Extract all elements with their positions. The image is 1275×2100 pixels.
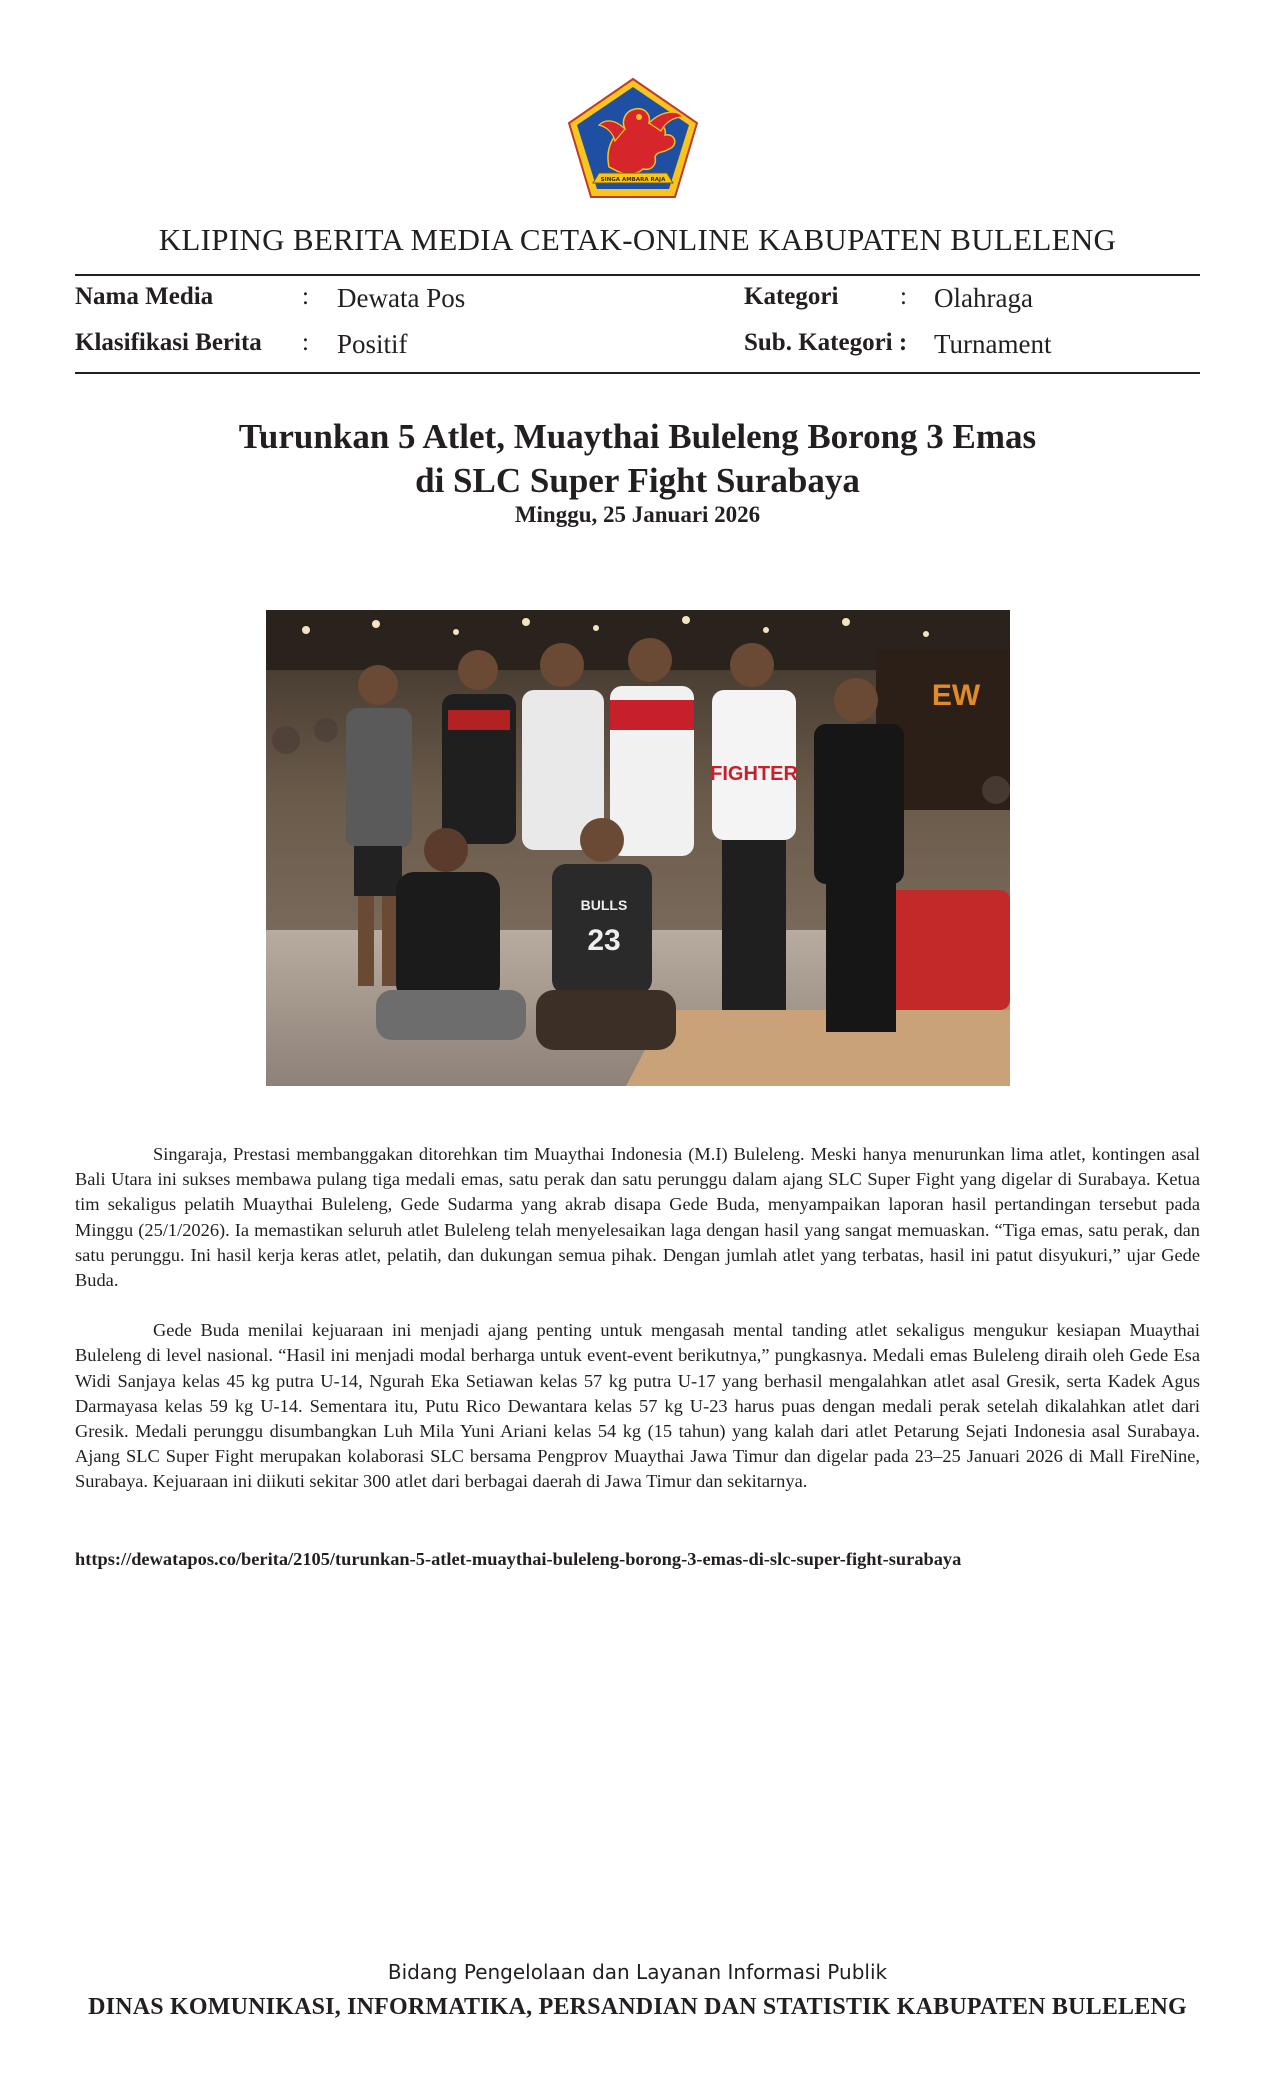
media-label: Nama Media [75,283,214,310]
kategori-value: Olahraga [934,283,1033,313]
kategori-colon: : [900,283,907,310]
kategori-label: Kategori [744,283,839,310]
article-title-line-1: Turunkan 5 Atlet, Muaythai Buleleng Borong 3 Emas [238,417,1037,456]
header-divider-top [75,274,1200,276]
subkategori-label: Sub. Kategori : [744,329,908,356]
article-title-line-2: di SLC Super Fight Surabaya [415,461,860,500]
background-sign: EW [931,679,981,712]
subkategori-value: Turnament [934,329,1052,359]
article-source-link[interactable]: https://dewatapos.co/berita/2105/turunkan-5-atlet-muaythai-buleleng-borong-3-emas-di-slc-super-fight-surabaya [75,1549,962,1569]
fighter-shirt-text: FIGHTER [710,763,798,785]
header-divider-bottom [75,372,1200,374]
jersey-team-text: BULLS [580,897,628,913]
footer-agency: DINAS KOMUNIKASI, INFORMATIKA, PERSANDIAN DAN STATISTIK KABUPATEN BULELENG [88,1994,1187,2020]
regency-logo [565,75,701,201]
article-title [75,415,1200,503]
jersey-number-text: 23 [587,924,621,957]
klasifikasi-label: Klasifikasi Berita [75,329,262,356]
team-group-photo [266,610,1010,1086]
media-colon: : [302,283,309,310]
page-title: KLIPING BERITA MEDIA CETAK-ONLINE KABUPATEN BULELENG [158,222,1117,257]
article-paragraph-2: Gede Buda menilai kejuaraan ini menjadi ajang penting untuk mengasah mental tanding atlet sekaligus mengukur kesiapan Muaythai Buleleng di level nasional. “Hasil ini menjadi modal berharga untuk event-event berikutnya,” pungkasnya. Medali emas Buleleng diraih oleh Gede Esa Widi Sanjaya kelas 45 kg putra U-14, Ngurah Eka Setiawan kelas 57 kg putra U-17 yang berhasil mengalahkan atlet asal Gresik, serta Kadek Agus Darmayasa kelas 59 kg U-14. Sementara itu, Putu Rico Dewantara kelas 57 kg U-23 harus puas dengan medali perak setelah dikalahkan atlet dari Gresik. Medali perunggu disumbangkan Luh Mila Yuni Ariani kelas 54 kg (15 tahun) yang kalah dari atlet Petarung Sejati Indonesia asal Surabaya. Ajang SLC Super Fight merupakan kolaborasi SLC bersama Pengprov Muaythai Jawa Timur dan digelar pada 23–25 Januari 2026 di Mall FireNine, Surabaya. Kejuaraan ini diikuti sekitar 300 atlet dari berbagai daerah di Jawa Timur dan sekitarnya. [75,1320,1200,1492]
media-value: Dewata Pos [337,283,466,313]
klasifikasi-colon: : [302,329,309,356]
klasifikasi-value: Positif [337,329,408,359]
footer-department: Bidang Pengelolaan dan Layanan Informasi Publik [387,1960,888,1984]
article-paragraph-1: Singaraja, Prestasi membanggakan ditorehkan tim Muaythai Indonesia (M.I) Buleleng. Meski hanya menurunkan lima atlet, kontingen asal Bali Utara ini sukses membawa pulang tiga medali emas, satu perak dan satu perunggu dalam ajang SLC Super Fight yang digelar di Surabaya. Ketua tim sekaligus pelatih Muaythai Buleleng, Gede Sudarma yang akrab disapa Gede Buda, menyampaikan laporan hasil pertandingan tersebut pada Minggu (25/1/2026). Ia memastikan seluruh atlet Buleleng telah menyelesaikan laga dengan hasil yang sangat memuaskan. “Tiga emas, satu perak, dan satu perunggu. Ini hasil kerja keras atlet, pelatih, dan dukungan semua pihak. Dengan jumlah atlet yang terbatas, hasil ini patut disyukuri,” ujar Gede Buda. [75,1144,1200,1291]
article-body [75,1142,1200,1520]
article-photo [266,610,1010,1086]
logo-ribbon-text: SINGA AMBARA RAJA [600,177,666,183]
singa-ambara-raja-emblem-icon [565,75,701,201]
article-date: Minggu, 25 Januari 2026 [514,502,761,527]
